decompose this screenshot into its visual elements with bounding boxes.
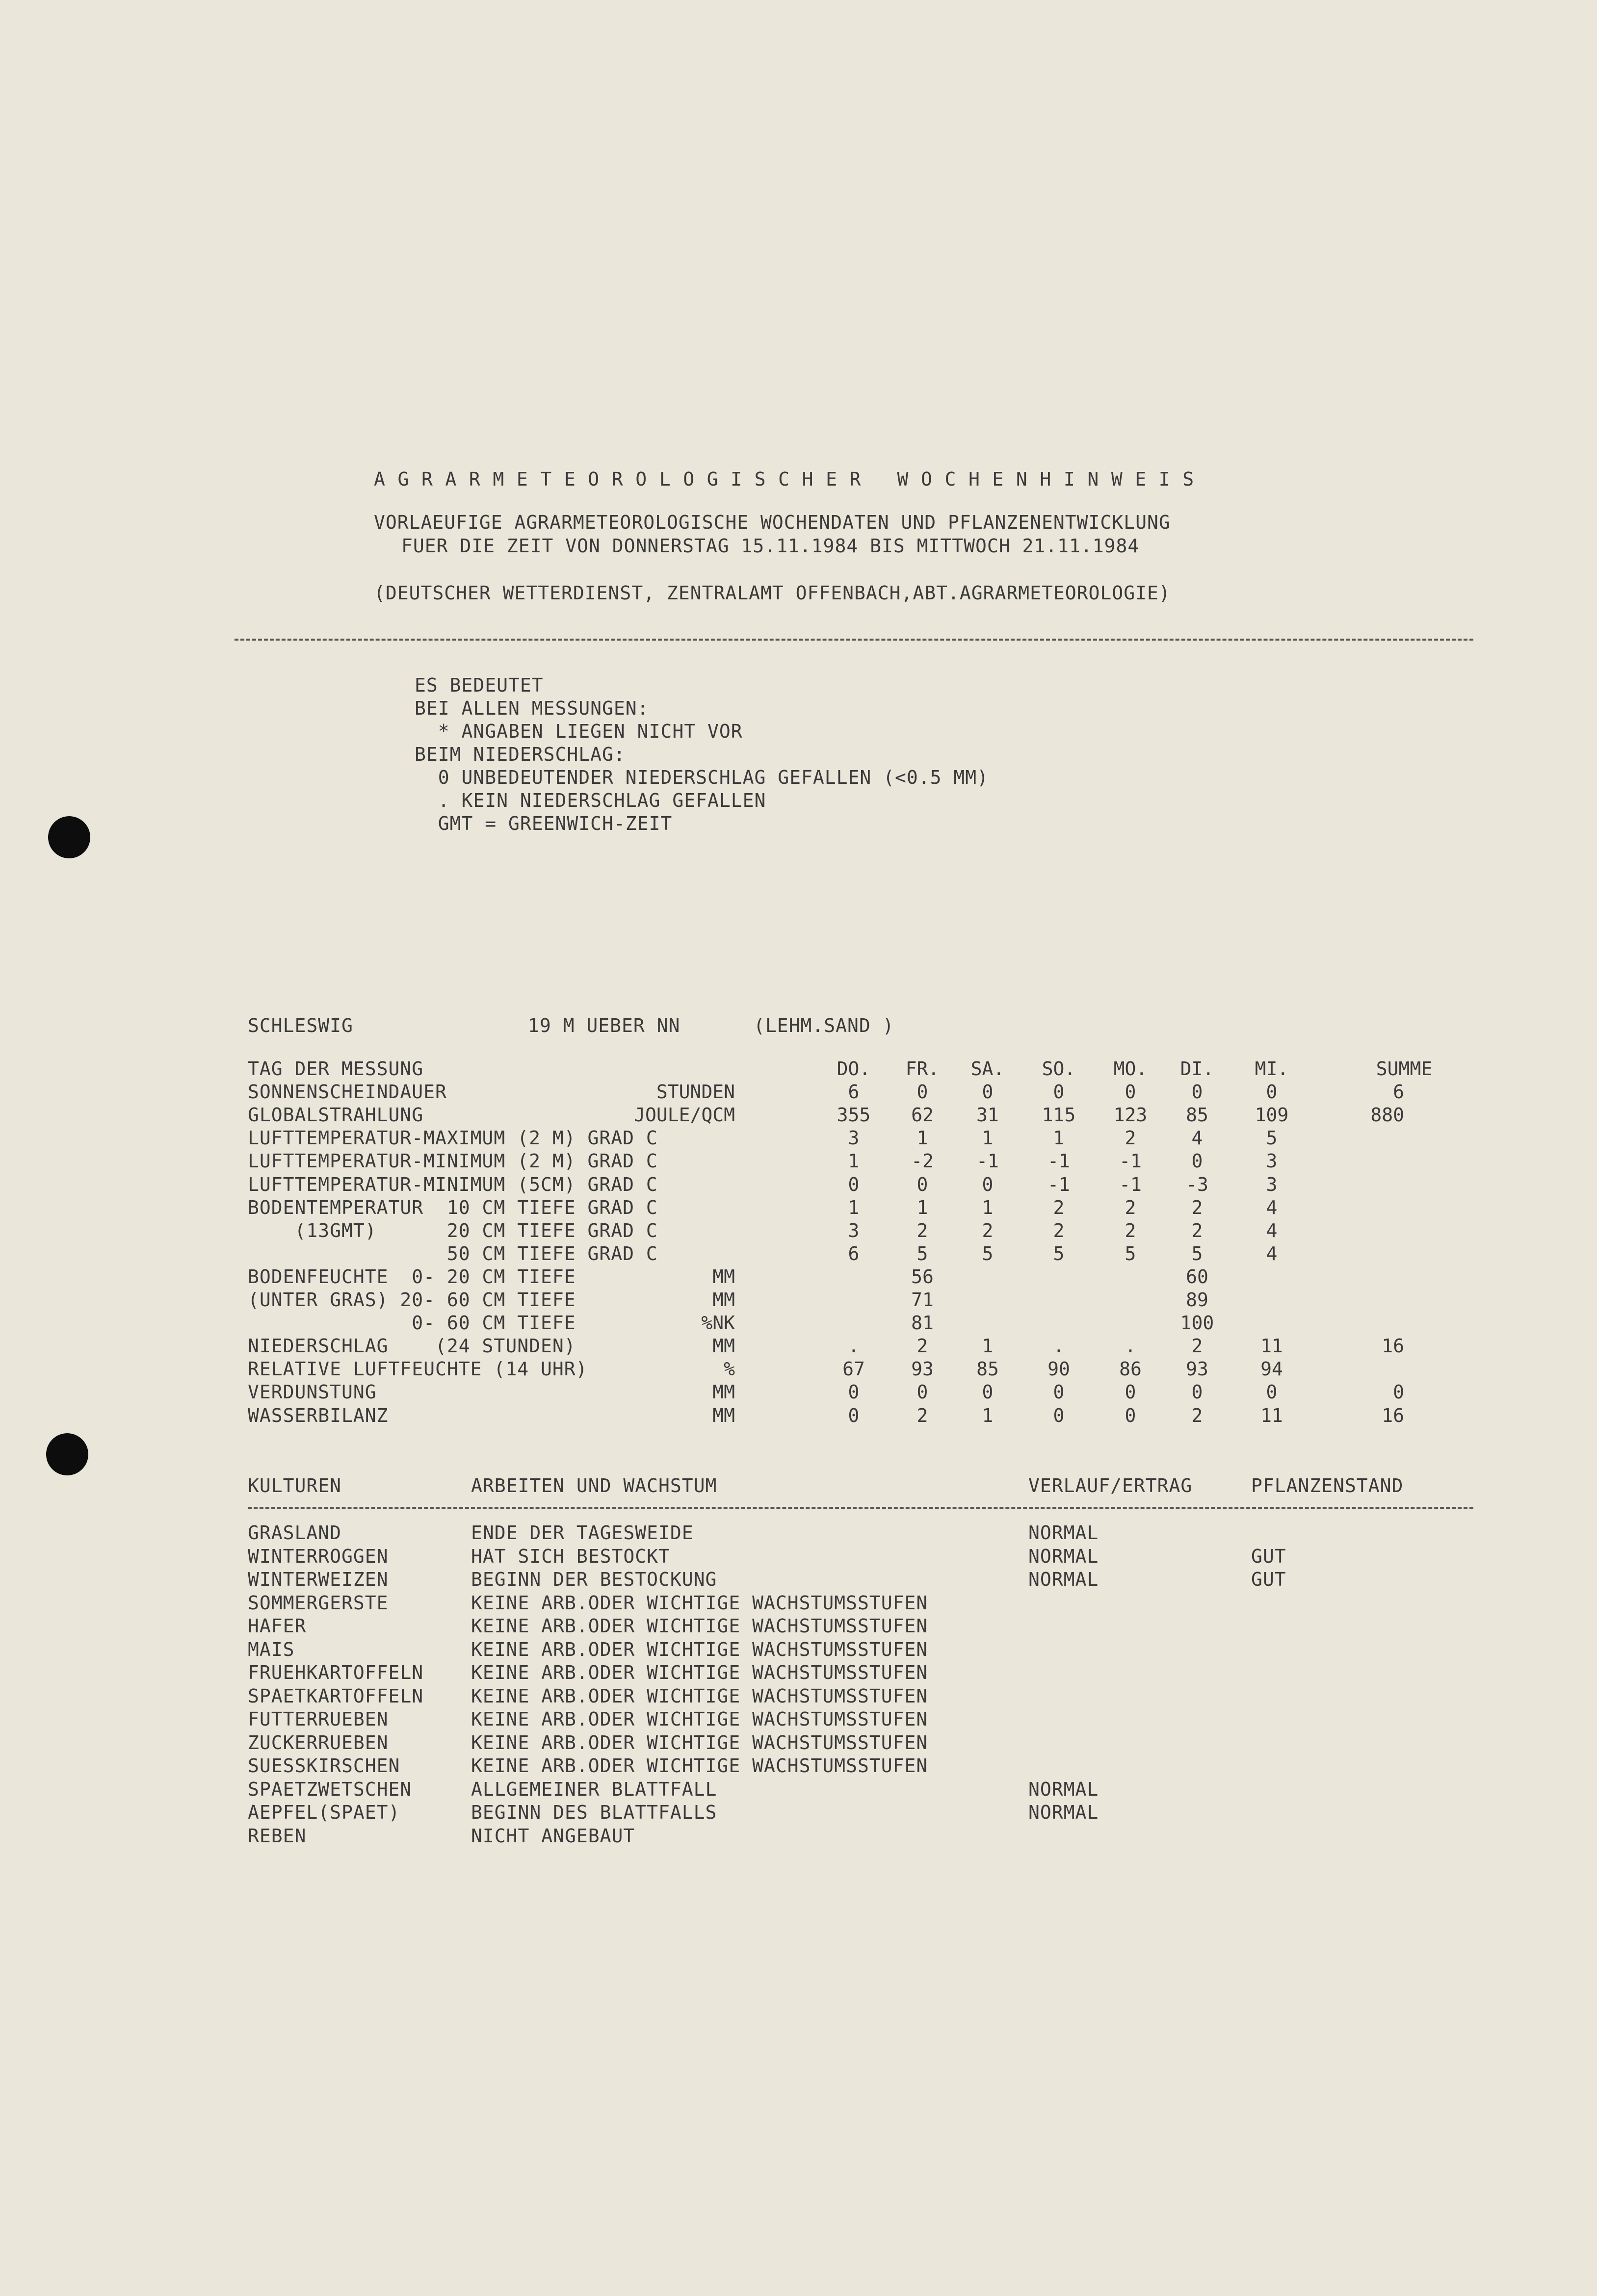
crop-work: KEINE ARB.ODER WICHTIGE WACHSTUMSSTUFEN: [471, 1685, 928, 1707]
crop-work: NICHT ANGEBAUT: [471, 1825, 635, 1847]
measure-sum: 880: [1370, 1104, 1404, 1126]
measure-value: 67: [842, 1358, 865, 1380]
measure-value: 0: [916, 1081, 928, 1103]
day-header: DI.: [1180, 1058, 1214, 1080]
measure-row-label: RELATIVE LUFTFEUCHTE (14 UHR): [248, 1358, 588, 1380]
measure-value: 2: [982, 1219, 994, 1241]
crop-work: KEINE ARB.ODER WICHTIGE WACHSTUMSSTUFEN: [471, 1615, 928, 1637]
measure-value: 60: [1186, 1265, 1208, 1288]
measure-value: 109: [1255, 1104, 1289, 1126]
crop-work: ENDE DER TAGESWEIDE: [471, 1522, 694, 1544]
measure-row-label: LUFTTEMPERATUR-MINIMUM (2 M) GRAD C: [248, 1150, 658, 1172]
measure-sum: 16: [1382, 1335, 1404, 1357]
crop-name: SPAETKARTOFFELN: [248, 1685, 424, 1707]
subtitle-line-1: VORLAEUFIGE AGRARMETEOROLOGISCHE WOCHENDATEN UND PFLANZENENTWICKLUNG: [374, 512, 1171, 533]
measure-row-unit: MM: [712, 1289, 735, 1311]
measure-value: 62: [911, 1104, 934, 1126]
crop-name: ZUCKERRUEBEN: [248, 1731, 389, 1754]
day-header: FR.: [905, 1058, 940, 1080]
measure-value: 5: [1191, 1242, 1203, 1264]
measure-value: 56: [911, 1265, 934, 1288]
measure-value: .: [1053, 1335, 1065, 1357]
crops-header-yield: VERLAUF/ERTRAG: [1028, 1475, 1193, 1496]
measure-value: 0: [1191, 1381, 1203, 1403]
measure-value: 5: [982, 1242, 994, 1264]
measure-value: -1: [1119, 1150, 1142, 1172]
measure-value: 31: [976, 1104, 999, 1126]
measure-value: 0: [1191, 1150, 1203, 1172]
crop-name: SOMMERGERSTE: [248, 1592, 389, 1614]
measure-value: 2: [1191, 1196, 1203, 1218]
crop-yield: NORMAL: [1028, 1778, 1099, 1800]
measure-row-label: GLOBALSTRAHLUNG: [248, 1104, 424, 1126]
measure-value: 0: [982, 1081, 994, 1103]
measure-value: 90: [1047, 1358, 1070, 1380]
measure-row-label: BODENTEMPERATUR 10 CM TIEFE GRAD C: [248, 1196, 658, 1218]
measure-value: 11: [1260, 1404, 1283, 1426]
station-altitude: 19 M UEBER NN: [528, 1015, 681, 1036]
sum-header: SUMME: [1376, 1058, 1433, 1080]
measure-value: -2: [911, 1150, 934, 1172]
station-soil: (LEHM.SAND ): [754, 1015, 894, 1036]
measure-value: 115: [1042, 1104, 1076, 1126]
measure-value: 6: [848, 1081, 860, 1103]
measure-value: 0: [982, 1173, 994, 1195]
measure-value: 3: [848, 1219, 860, 1241]
measure-value: 1: [1053, 1127, 1065, 1149]
crop-work: KEINE ARB.ODER WICHTIGE WACHSTUMSSTUFEN: [471, 1662, 928, 1683]
measure-row-label: LUFTTEMPERATUR-MAXIMUM (2 M) GRAD C: [248, 1127, 658, 1149]
measure-row-label: SONNENSCHEINDAUER: [248, 1081, 447, 1103]
measure-value: 5: [1125, 1242, 1136, 1264]
measure-value: -1: [1047, 1150, 1070, 1172]
measure-value: 0: [1053, 1404, 1065, 1426]
measure-value: 1: [982, 1404, 994, 1426]
measure-row-label: 50 CM TIEFE GRAD C: [248, 1242, 658, 1264]
day-header: SA.: [970, 1058, 1005, 1080]
measure-value: 355: [837, 1104, 871, 1126]
measure-value: 0: [1125, 1081, 1136, 1103]
measure-value: 94: [1260, 1358, 1283, 1380]
legend-line: . KEIN NIEDERSCHLAG GEFALLEN: [415, 790, 766, 811]
measure-row-label: NIEDERSCHLAG (24 STUNDEN): [248, 1335, 576, 1357]
measure-row-unit: STUNDEN: [656, 1081, 735, 1103]
document-title: AGRARMETEOROLOGISCHER WOCHENHINWEIS: [374, 468, 1206, 490]
crop-name: HAFER: [248, 1615, 307, 1637]
measure-value: 5: [1053, 1242, 1065, 1264]
measure-row-unit: %: [724, 1358, 735, 1380]
measure-value: 2: [1125, 1196, 1136, 1218]
measure-row-unit: MM: [712, 1335, 735, 1357]
measure-sum: 16: [1382, 1404, 1404, 1426]
measure-row-unit: JOULE/QCM: [634, 1104, 735, 1126]
measure-value: 0: [848, 1404, 860, 1426]
measure-value: 0: [1125, 1381, 1136, 1403]
crop-work: KEINE ARB.ODER WICHTIGE WACHSTUMSSTUFEN: [471, 1708, 928, 1730]
crop-yield: NORMAL: [1028, 1522, 1099, 1544]
measure-value: 1: [916, 1127, 928, 1149]
measure-value: 85: [976, 1358, 999, 1380]
crop-name: REBEN: [248, 1825, 307, 1847]
day-header: DO.: [837, 1058, 871, 1080]
measure-value: 0: [1053, 1081, 1065, 1103]
crop-work: BEGINN DES BLATTFALLS: [471, 1802, 717, 1823]
measure-row-label: VERDUNSTUNG: [248, 1381, 377, 1403]
measure-value: 93: [911, 1358, 934, 1380]
measure-value: 1: [982, 1196, 994, 1218]
measure-row-label: WASSERBILANZ: [248, 1404, 389, 1426]
measure-value: 0: [916, 1173, 928, 1195]
measure-value: 0: [848, 1173, 860, 1195]
measure-row-unit: MM: [712, 1265, 735, 1288]
crop-name: WINTERROGGEN: [248, 1545, 389, 1567]
legend-line: GMT = GREENWICH-ZEIT: [415, 813, 673, 834]
crop-yield: NORMAL: [1028, 1545, 1099, 1567]
measure-value: 85: [1186, 1104, 1208, 1126]
crop-work: KEINE ARB.ODER WICHTIGE WACHSTUMSSTUFEN: [471, 1755, 928, 1777]
day-header: SO.: [1042, 1058, 1076, 1080]
measure-row-unit: MM: [712, 1404, 735, 1426]
legend-line: * ANGABEN LIEGEN NICHT VOR: [415, 721, 743, 742]
measure-value: 2: [916, 1335, 928, 1357]
measure-value: 0: [1125, 1404, 1136, 1426]
measure-sum: 0: [1393, 1381, 1404, 1403]
measure-value: 2: [1191, 1404, 1203, 1426]
crop-work: BEGINN DER BESTOCKUNG: [471, 1569, 717, 1590]
measure-value: 1: [848, 1150, 860, 1172]
measure-value: 3: [1266, 1173, 1278, 1195]
measure-value: 0: [1191, 1081, 1203, 1103]
measure-value: -1: [976, 1150, 999, 1172]
crop-name: MAIS: [248, 1638, 295, 1660]
measure-value: 3: [848, 1127, 860, 1149]
measure-value: 2: [916, 1404, 928, 1426]
measure-value: 2: [1053, 1196, 1065, 1218]
measure-value: 1: [982, 1335, 994, 1357]
measure-value: 2: [1191, 1335, 1203, 1357]
measure-value: 2: [1125, 1127, 1136, 1149]
measure-value: 86: [1119, 1358, 1142, 1380]
measure-row-label: (UNTER GRAS) 20- 60 CM TIEFE: [248, 1289, 576, 1311]
measure-value: 0: [916, 1381, 928, 1403]
measure-value: 0: [1266, 1381, 1278, 1403]
crops-header-culture: KULTUREN: [248, 1475, 342, 1496]
measure-value: 2: [916, 1219, 928, 1241]
measure-value: 0: [982, 1381, 994, 1403]
crop-yield: NORMAL: [1028, 1802, 1099, 1823]
measure-row-unit: MM: [712, 1381, 735, 1403]
measure-sum: 6: [1393, 1081, 1404, 1103]
measure-value: -1: [1047, 1173, 1070, 1195]
measure-value: -1: [1119, 1173, 1142, 1195]
measure-value: 5: [916, 1242, 928, 1264]
legend-line: BEI ALLEN MESSUNGEN:: [415, 697, 649, 719]
day-header: MO.: [1113, 1058, 1148, 1080]
divider-crops: [248, 1507, 1473, 1509]
crop-work: HAT SICH BESTOCKT: [471, 1545, 670, 1567]
divider-top: [235, 639, 1473, 641]
measure-value: 4: [1266, 1219, 1278, 1241]
crop-name: SPAETZWETSCHEN: [248, 1778, 412, 1800]
measure-value: 0: [848, 1381, 860, 1403]
crop-stand: GUT: [1251, 1569, 1286, 1590]
measure-value: 100: [1180, 1312, 1214, 1334]
measure-value: 1: [916, 1196, 928, 1218]
source-line: (DEUTSCHER WETTERDIENST, ZENTRALAMT OFFENBACH,ABT.AGRARMETEOROLOGIE): [374, 582, 1171, 604]
measure-value: 0: [1053, 1381, 1065, 1403]
crop-work: KEINE ARB.ODER WICHTIGE WACHSTUMSSTUFEN: [471, 1638, 928, 1660]
crop-name: FUTTERRUEBEN: [248, 1708, 389, 1730]
measure-value: 123: [1113, 1104, 1148, 1126]
measure-row-label: LUFTTEMPERATUR-MINIMUM (5CM) GRAD C: [248, 1173, 658, 1195]
crop-name: AEPFEL(SPAET): [248, 1802, 400, 1823]
measure-value: 89: [1186, 1289, 1208, 1311]
punch-hole-top: [48, 816, 90, 858]
measure-value: 2: [1053, 1219, 1065, 1241]
measure-value: .: [1125, 1335, 1136, 1357]
measure-value: 4: [1266, 1242, 1278, 1264]
crop-stand: GUT: [1251, 1545, 1286, 1567]
measure-value: 2: [1191, 1219, 1203, 1241]
crops-header-work: ARBEITEN UND WACHSTUM: [471, 1475, 717, 1496]
crop-name: WINTERWEIZEN: [248, 1569, 389, 1590]
measure-value: 1: [982, 1127, 994, 1149]
crop-name: FRUEHKARTOFFELN: [248, 1662, 424, 1683]
measure-value: .: [848, 1335, 860, 1357]
legend-line: BEIM NIEDERSCHLAG:: [415, 744, 626, 765]
crop-yield: NORMAL: [1028, 1569, 1099, 1590]
legend-line: ES BEDEUTET: [415, 674, 544, 696]
measure-value: 2: [1125, 1219, 1136, 1241]
crop-work: KEINE ARB.ODER WICHTIGE WACHSTUMSSTUFEN: [471, 1731, 928, 1754]
crop-name: SUESSKIRSCHEN: [248, 1755, 400, 1777]
measure-value: -3: [1186, 1173, 1208, 1195]
measure-value: 5: [1266, 1127, 1278, 1149]
measure-value: 4: [1266, 1196, 1278, 1218]
crop-work: ALLGEMEINER BLATTFALL: [471, 1778, 717, 1800]
measure-row-label: BODENFEUCHTE 0- 20 CM TIEFE: [248, 1265, 576, 1288]
punch-hole-bottom: [46, 1433, 88, 1475]
legend-line: 0 UNBEDEUTENDER NIEDERSCHLAG GEFALLEN (<0.5 MM): [415, 767, 989, 788]
measure-value: 0: [1266, 1081, 1278, 1103]
measure-row-unit: %NK: [701, 1312, 735, 1334]
measure-value: 11: [1260, 1335, 1283, 1357]
crop-work: KEINE ARB.ODER WICHTIGE WACHSTUMSSTUFEN: [471, 1592, 928, 1614]
measure-value: 4: [1191, 1127, 1203, 1149]
measure-value: 6: [848, 1242, 860, 1264]
station-name: SCHLESWIG: [248, 1015, 353, 1036]
measure-value: 81: [911, 1312, 934, 1334]
measure-value: 3: [1266, 1150, 1278, 1172]
measure-value: 71: [911, 1289, 934, 1311]
crops-header-stand: PFLANZENSTAND: [1251, 1475, 1404, 1496]
measure-header-label: TAG DER MESSUNG: [248, 1058, 424, 1080]
measure-row-label: 0- 60 CM TIEFE: [248, 1312, 576, 1334]
measure-value: 93: [1186, 1358, 1208, 1380]
subtitle-line-2: FUER DIE ZEIT VON DONNERSTAG 15.11.1984 BIS MITTWOCH 21.11.1984: [401, 535, 1140, 557]
crop-name: GRASLAND: [248, 1522, 342, 1544]
measure-value: 1: [848, 1196, 860, 1218]
day-header: MI.: [1255, 1058, 1289, 1080]
measure-row-label: (13GMT) 20 CM TIEFE GRAD C: [248, 1219, 658, 1241]
